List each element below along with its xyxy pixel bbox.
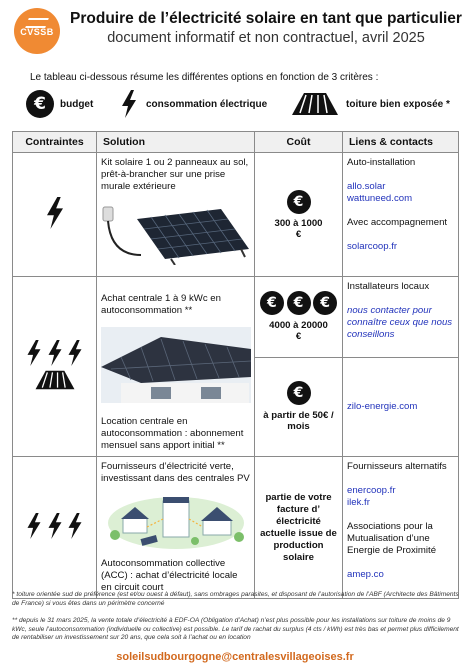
links-cell <box>343 357 459 456</box>
links-cell <box>343 153 459 277</box>
link-zilo-energie[interactable]: zilo-energie.com <box>347 400 418 412</box>
link-allo-solar[interactable]: allo.solar <box>347 181 386 192</box>
legend-budget <box>26 90 93 118</box>
table-row <box>13 457 459 599</box>
header-solution: Solution <box>97 132 255 153</box>
header-links: Liens & contacts <box>343 132 459 153</box>
table-row <box>13 153 459 277</box>
header-cost: Coût <box>255 132 343 153</box>
constraints-cell <box>13 457 97 599</box>
links-heading-2: Avec accompagnement <box>347 217 448 228</box>
page-title: Produire de l’électricité solaire en tant que particulier <box>70 10 462 27</box>
solution-cell <box>97 153 255 277</box>
lightning-icons <box>17 340 92 369</box>
lightning-icon <box>46 340 64 366</box>
links-heading-2: Associations pour la Mutualisation d’une Energie de Proximité <box>347 521 437 556</box>
solution-text: Achat centrale 1 à 9 kWc en autoconsommation ** <box>101 293 221 316</box>
link-ilek[interactable]: ilek.fr <box>347 497 370 508</box>
footnote-2: ** depuis le 31 mars 2025, la vente totale d’électricité à EDF-OA (Obligation d’Achat) n’est plus possible pour les installations sur toiture de moins de 9 kWc, seule l’autoconsommation (individuelle ou collective) est possible. Le tarif de rachat du surplus (4 cts / kWh) est très bas et permet plus difficilement de rentabiliser un investissement sur 20 ans, que cela soit à l’achat ou en location <box>12 617 459 641</box>
cost-value: à partir de 50€ / mois <box>263 410 334 433</box>
lightning-icon <box>44 197 66 229</box>
cost-cell <box>255 357 343 456</box>
constraints-cell <box>13 153 97 277</box>
solution-text: Kit solaire 1 ou 2 panneaux au sol, prêt-à-brancher sur une prise murale extérieure <box>101 157 249 192</box>
table-row <box>13 277 459 358</box>
link-wattuneed[interactable]: wattuneed.com <box>347 193 413 204</box>
solution-text: Location centrale en autoconsommation : abonnement mensuel sans apport initial ** <box>101 416 244 451</box>
euro-icons <box>259 291 338 315</box>
roof-icon <box>290 91 340 117</box>
solution-text: Autoconsommation collective (ACC) : achat d’électricité locale en circuit court <box>101 558 238 593</box>
lightning-icon <box>46 513 64 539</box>
contact-note: nous contacter pour connaître ceux que nous conseillons <box>347 305 453 340</box>
house-solar-roof-image <box>101 327 251 403</box>
links-cell <box>343 457 459 599</box>
table-header-row <box>13 132 459 153</box>
link-enercoop[interactable]: enercoop.fr <box>347 485 396 496</box>
lightning-icon <box>66 340 84 366</box>
solution-cell <box>97 457 255 599</box>
cost-value: 4000 à 20000 € <box>269 320 328 343</box>
cvssb-logo <box>14 8 60 54</box>
links-heading: Auto-installation <box>347 157 416 168</box>
euro-icon: € <box>313 291 337 315</box>
roof-icon <box>33 369 77 391</box>
links-heading: Fournisseurs alternatifs <box>347 461 447 472</box>
solution-cell <box>97 277 255 457</box>
euro-icon: € <box>260 291 284 315</box>
euro-icon: € <box>287 291 311 315</box>
links-cell <box>343 277 459 358</box>
cost-value: 300 à 1000 € <box>274 217 323 240</box>
link-solarcoop[interactable]: solarcoop.fr <box>347 241 398 252</box>
legend-budget-label: budget <box>60 98 94 110</box>
lightning-icon <box>25 513 43 539</box>
cost-cell <box>255 277 343 358</box>
cost-cell <box>255 457 343 599</box>
footnote-1: * toiture orientée sud de préférence (est et/ou ouest à défaut), sans ombrages parasites, et disposant de l’autorisation de l’ABF (Architecte des Bâtiments de France) si vous êtes dans un périmètre concerné <box>12 591 459 607</box>
contact-email[interactable]: soleilsudbourgogne@centralesvillageoises.fr <box>116 651 354 663</box>
logo-text: CVSSB <box>20 27 54 37</box>
lightning-icon <box>25 340 43 366</box>
euro-icon: € <box>287 381 311 405</box>
links-heading: Installateurs locaux <box>347 281 430 292</box>
solar-kit-image <box>101 199 251 265</box>
legend-consumption-label: consommation électrique <box>146 98 268 110</box>
lightning-icon <box>120 90 138 118</box>
euro-icon: € <box>26 90 54 118</box>
constraints-cell <box>13 277 97 457</box>
intro-text: Le tableau ci-dessous résume les différentes options en fonction de 3 critères : <box>30 72 379 83</box>
solution-text: Fournisseurs d’électricité verte, investissant dans des centrales PV <box>101 461 250 484</box>
cost-value: partie de votre facture d’ électricité actuelle issue de production solaire <box>260 491 337 563</box>
legend-roof-label: toiture bien exposée * <box>346 98 450 110</box>
header-constraints: Contraintes <box>13 132 97 153</box>
page-subtitle: document informatif et non contractuel, avril 2025 <box>107 30 425 46</box>
legend-roof <box>290 90 450 118</box>
cost-cell <box>255 153 343 277</box>
link-amep[interactable]: amep.co <box>347 569 384 580</box>
euro-icon: € <box>287 190 311 214</box>
options-table <box>12 131 459 599</box>
lightning-icon <box>66 513 84 539</box>
community-energy-image <box>101 489 251 551</box>
legend-consumption <box>120 90 267 118</box>
